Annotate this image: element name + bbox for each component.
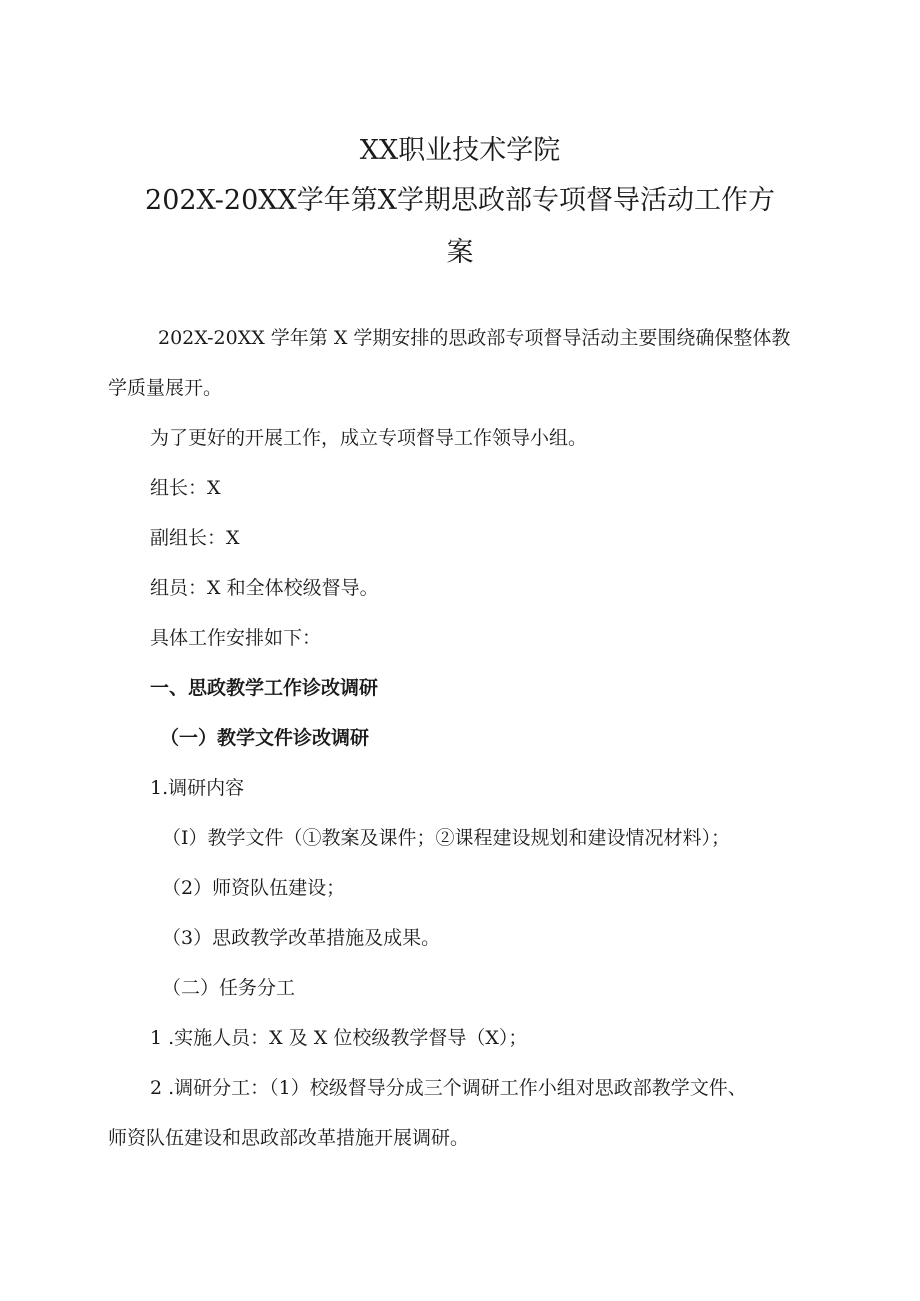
paragraph-group-leader: 组长：X <box>150 477 221 499</box>
item-reform-measures: （3）思政教学改革措施及成果。 <box>162 927 441 949</box>
document-title-line-3: 案 <box>446 237 474 268</box>
intro-paragraph-line-1: 202X-20XX 学年第 X 学期安排的思政部专项督导活动主要围绕确保整体教 <box>158 327 791 349</box>
item-research-content: 1.调研内容 <box>150 777 245 799</box>
section-heading-1: 一、思政教学工作诊改调研 <box>150 677 379 699</box>
document-title-line-2: 202X-20XX学年第X学期思政部专项督导活动工作方 <box>145 185 775 216</box>
subsection-heading-1: （一）教学文件诊改调研 <box>160 727 370 749</box>
subsection-heading-2: （二）任务分工 <box>162 977 296 999</box>
item-teaching-documents: （I）教学文件（①教案及课件；②课程建设规划和建设情况材料）； <box>162 827 731 849</box>
document-title-line-1: XX职业技术学院 <box>359 135 561 166</box>
item-task-division-line-1: 2 .调研分工：（1）校级督导分成三个调研工作小组对思政部教学文件、 <box>150 1077 747 1099</box>
paragraph-arrangement: 具体工作安排如下： <box>150 627 322 649</box>
intro-paragraph-line-2: 学质量展开。 <box>108 377 223 399</box>
paragraph-members: 组员：X 和全体校级督导。 <box>150 577 379 599</box>
paragraph-deputy-leader: 副组长：X <box>150 527 240 549</box>
paragraph-leading-group: 为了更好的开展工作，成立专项督导工作领导小组。 <box>150 427 588 449</box>
item-faculty-building: （2）师资队伍建设； <box>162 877 346 899</box>
item-implementers: 1 .实施人员：X 及 X 位校级教学督导（X）； <box>150 1027 528 1049</box>
item-task-division-line-2: 师资队伍建设和思政部改革措施开展调研。 <box>108 1127 470 1149</box>
